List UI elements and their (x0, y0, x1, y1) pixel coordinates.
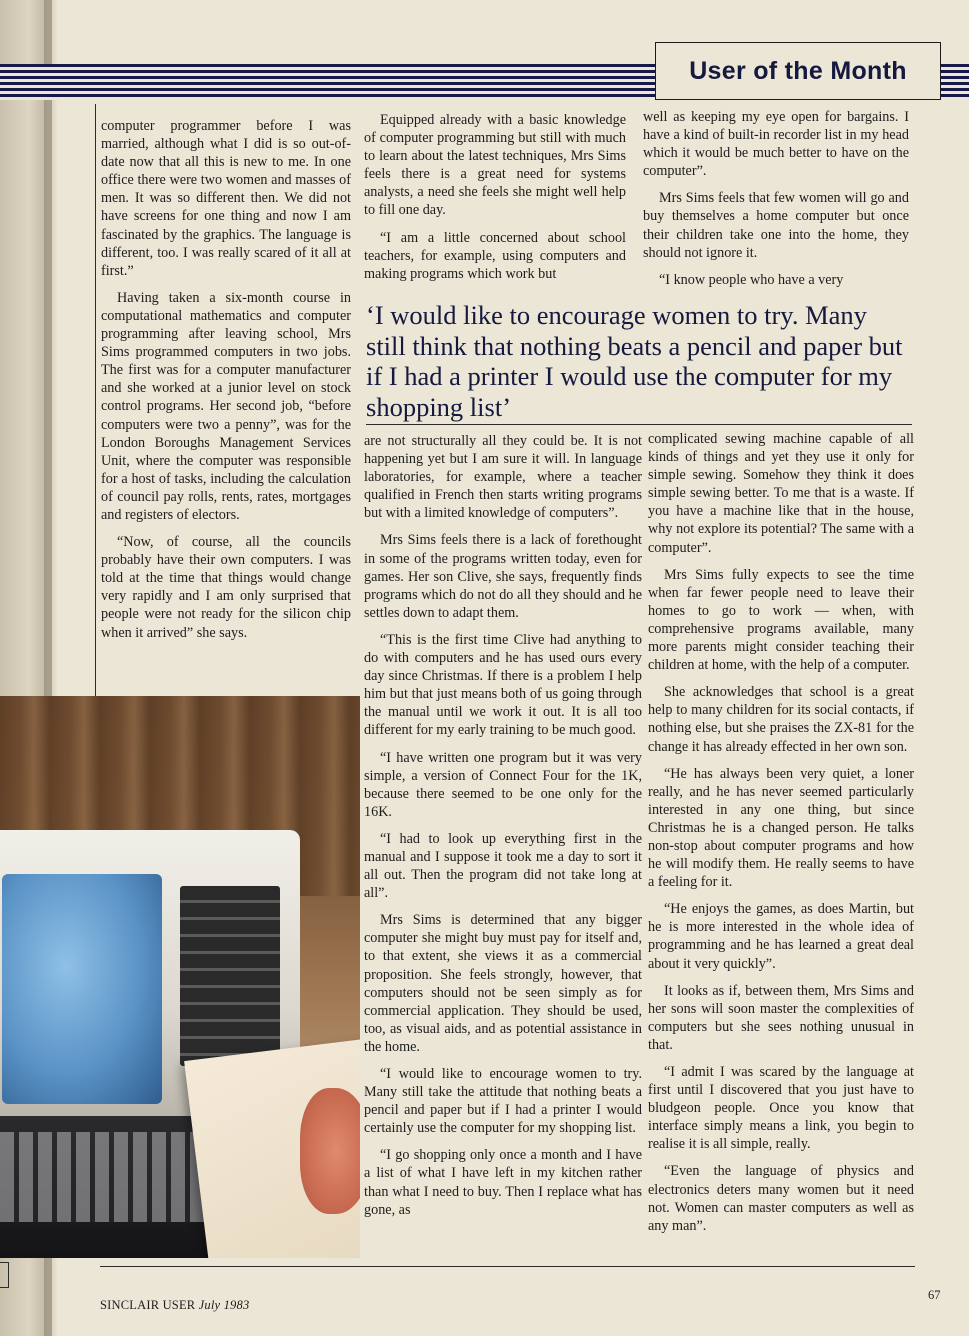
paragraph: “He enjoys the games, as does Martin, but he is more interested in the whole idea of programming and he has learned a great deal about it very quickly”. (648, 901, 914, 972)
paragraph: “I admit I was scared by the language at first until I discovered that you just have to bludgeon people. Once you know that interface simply means a link, you begin to realise it is all simple, really. (648, 1064, 914, 1153)
paragraph: “He has always been very quiet, a loner really, and he has never seemed particularly interested in any one thing, but since Christmas he is a changed person. He talks non-stop about computer programs and how he will modify them. He really seems to have a feeling for it. (648, 765, 914, 891)
paragraph: “This is the first time Clive had anything to do with computers and he has used ours every day since Christmas. If there is a problem I help him but that just means both of us going through the manual until we work it out. It is all too different for my early training to be much good. (364, 631, 642, 739)
pull-quote-text: ‘I would like to encourage women to try. Many still think that nothing beats a pencil and paper but if I had a printer I would use the computer for my shopping list’ (366, 300, 903, 422)
section-title: User of the Month (689, 56, 907, 85)
paragraph: well as keeping my eye open for bargains. I have a kind of built-in recorder list in my head which it would be much better to have on the computer”. (643, 109, 909, 180)
page-number: 67 (928, 1288, 941, 1302)
column-rule (95, 104, 96, 696)
computer-photo (0, 696, 360, 1258)
paragraph: “I had to look up everything first in the manual and I suppose it took me a day to sort it all out. Then the program did not take long at all”. (364, 830, 642, 902)
article-column-1 (101, 117, 351, 692)
paragraph: complicated sewing machine capable of all kinds of things and yet they use it only for simple sewing. Somehow they think it does simple sewing better. To me that is a waste. If you have a machine like that in the house, why not explore its potential? The same with a computer”. (648, 431, 914, 556)
article-column-2-bottom (364, 432, 642, 1264)
binding-mark (0, 1262, 9, 1288)
issue-date: July 1983 (198, 1298, 250, 1312)
paragraph: “I have written one program but it was very simple, a version of Connect Four for the 1K, because there seemed to be one only for the 16K. (364, 749, 642, 820)
paragraph: are not structurally all they could be. It is not happening yet but I am sure it will. In language laboratories, for example, where a teacher qualified in French then starts writing programs but with a limited knowledge of computers”. (364, 433, 642, 522)
photo-monitor-keypad (180, 886, 280, 1066)
paragraph: Mrs Sims feels there is a lack of forethought in some of the programs written today, even for games. Her son Clive, she says, frequently finds programs which do not do all they should and he settles down to adapt them. (364, 532, 642, 621)
article-column-3-bottom (648, 430, 914, 1264)
photo-dish (300, 1088, 360, 1214)
pull-quote (366, 300, 912, 425)
paragraph: computer programmer before I was married, although what I did is so out-of-date now that all this is new to me. In one office there were two women and masses of men. It was so different then. We did not have screens for one thing and now I am fascinated by the graphics. The language is different, too. I was really scared of it all at first.” (101, 118, 351, 279)
paragraph: “I am a little concerned about school teachers, for example, using computers and making programs which work but (364, 229, 626, 282)
paragraph: Mrs Sims fully expects to see the time when far fewer people need to leave their homes to go to work — when, with comprehensive programs available, many more parents might consider teaching their children at home, with the help of a computer. (648, 566, 914, 674)
paragraph: Mrs Sims is determined that any bigger computer she might buy must pay for itself and, to that extent, she views it as a commercial proposition. She feels strongly, however, that computers should not be seen simply as for commercial application. They should be used, too, as visual aids, and as potential assistance in the home. (364, 912, 642, 1055)
paragraph: She acknowledges that school is a great help to many children for its social contacts, if nothing else, but she praises the ZX-81 for the change it has already effected in her own son. (648, 684, 914, 755)
article-column-3-top (643, 108, 909, 290)
paragraph: Equipped already with a basic knowledge of computer programming but still with much to learn about the latest techniques, Mrs Sims feels there is a great need for systems analysts, a need she feels she might well help to fill one day. (364, 112, 626, 219)
paragraph: “I know people who have a very (659, 271, 844, 288)
paragraph: “I go shopping only once a month and I have a list of what I have left in my kitchen rather than what I need to buy. Then I replace what has gone, as (364, 1147, 642, 1218)
footer-rule (100, 1266, 915, 1267)
paragraph: Mrs Sims feels that few women will go and buy themselves a home computer but once their children take one into the home, they should not ignore it. (643, 190, 909, 261)
paragraph: It looks as if, between them, Mrs Sims and her sons will soon master the complexities of computers but she sees nothing unusual in that. (648, 982, 914, 1053)
footer-publication (100, 1298, 249, 1313)
paragraph: Having taken a six-month course in computational mathematics and computer programming after leaving school, Mrs Sims programmed computers in two jobs. The first was for a computer manufacturer and she worked at a junior level on stock control programs. Her second job, “before computers were two a penny”, was for the London Boroughs Management Services Unit, where the computer was responsible for a host of tasks, including the calculation of council pay rolls, rents, rates, mortgages and registers of electors. (101, 289, 351, 523)
photo-monitor-screen (2, 874, 162, 1104)
paragraph: “I would like to encourage women to try. Many still take the attitude that nothing beats a pencil and paper but if I had a printer I would certainly use the computer for my shopping list. (364, 1066, 642, 1137)
paragraph: “Now, of course, all the councils probably have their own computers. I was told at the time that things would change very rapidly and I am only surprised that people were not ready for the silicon chip when it arrived” she says. (101, 534, 351, 641)
paragraph: “Even the language of physics and electronics deters many women but it need not. Women can master computers as well as any man”. (648, 1163, 914, 1234)
article-column-2-top (364, 111, 626, 289)
publication-name: SINCLAIR USER (100, 1298, 196, 1312)
section-heading-box (655, 42, 941, 100)
